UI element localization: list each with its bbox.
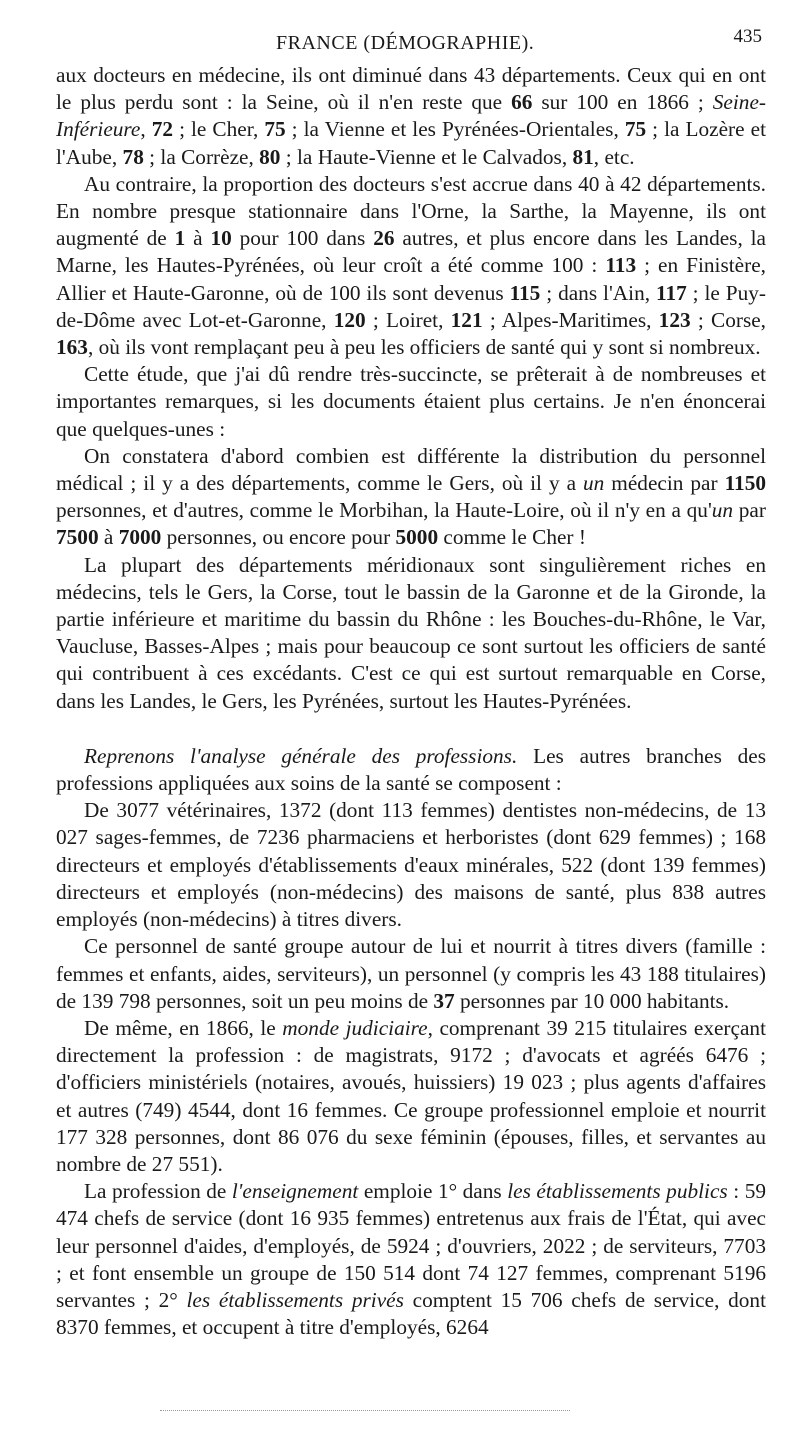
text-run: ; Corse, [690,307,767,332]
text-run: , où ils vont remplaçant peu à peu les officiers de santé qui y sont si nombreux. [87,335,761,360]
text-run: à [185,226,211,251]
text-run: ; la Corrèze, [143,144,260,169]
paragraph [56,1178,766,1341]
paragraph [56,361,766,443]
text-run: sur 100 en 1866 ; [532,90,713,115]
italic-text: un [583,471,605,496]
italic-text: les établissements publics [507,1179,728,1204]
text-run: Cette étude, que j'ai dû rendre très-succincte, se prêterait à de nombreuses et importantes remarques, si les documents étaient plus certains. Je n'en énoncerai que quelques-unes : [56,362,766,441]
text-run: De même, en 1866, le [84,1015,283,1040]
text-run: pour 100 dans [231,226,374,251]
text-run: , [140,117,152,142]
text-run: emploie 1° dans [358,1179,508,1204]
text-run: autres, et plus encore dans les Landes, la Marne, les Hautes-Pyrénées, où leur croît a été comme 100 : [56,226,767,278]
bold-figure: 75 [264,117,286,142]
text-run: , etc. [593,144,635,169]
text-run: personnes, et d'autres, comme le Morbihan, la Haute-Loire, où il n'y en a qu' [56,498,712,523]
bold-figure: 37 [433,988,455,1013]
page-header [56,22,766,62]
text-run: De 3077 vétérinaires, 1372 (dont 113 femmes) dentistes non-médecins, de 13 027 sages-femmes, de 7236 pharmaciens et herboristes (dont 629 femmes) ; 168 directeurs et employés d'établissements d'eaux minérales, 522 (dont 139 femmes) directeurs et employés (non-médecins) des maisons de santé, plus 838 autres employés (non-médecins) à titres divers. [56,798,766,932]
text-run: On constatera d'abord combien est différente la distribution du personnel médical ; il y a des départements, comme le Gers, où il y a [56,443,766,496]
bold-figure: 163 [56,335,88,360]
italic-text: Reprenons l'analyse générale des professions. [84,743,518,768]
bold-figure: 72 [151,117,174,142]
footer-rule [160,1410,570,1411]
text-run: Ce personnel de santé groupe autour de lui et nourrit à titres divers (famille : femmes et enfants, aides, serviteurs), un personnel (y compris les 43 188 titulaires) de 139 798 personnes, soit un peu moins de [56,934,766,1013]
bold-figure: 7000 [118,525,162,550]
bold-figure: 80 [259,144,281,169]
text-run: par [733,498,766,523]
italic-text: Seine-Inférieure [56,90,766,142]
bold-figure: 66 [511,90,533,115]
bold-figure: 120 [333,307,366,332]
text-run: ; Alpes-Maritimes, [482,307,659,332]
section-gap [56,715,766,743]
running-head: FRANCE (DÉMOGRAPHIE). [276,32,535,54]
text-run: ; le Cher, [173,117,265,142]
bold-figure: 121 [450,307,483,332]
italic-text: un [711,498,734,523]
text-run: à [98,525,119,550]
text-run: comme le Cher ! [438,525,586,550]
bold-figure: 113 [605,253,637,278]
paragraph [56,797,766,933]
text-run: Au contraire, la proportion des docteurs s'est accrue dans 40 à 42 départements. En nombre presque stationnaire dans l'Orne, la Sarthe, la Mayenne, ils ont augmenté de [56,171,766,251]
text-run: ; dans l'Ain, [540,280,656,305]
text-run: ; la Lozère et l'Aube, [56,117,767,169]
text-run: personnes, ou encore pour [161,525,396,550]
paragraph [56,552,766,715]
text-run: Les autres branches des professions appliquées aux soins de la santé se composent : [56,743,766,796]
bold-figure: 78 [122,144,144,169]
text-run: personnes par 10 000 habitants. [454,988,730,1013]
bold-figure: 7500 [56,525,99,550]
paragraph [56,62,766,171]
paragraph [56,443,766,552]
paragraph [56,933,766,1015]
text-run: ; en Finistère, Allier et Haute-Garonne, où de 100 ils sont devenus [56,253,766,305]
bold-figure: 1150 [724,471,766,496]
text-run: : 59 474 chefs de service (dont 16 935 femmes) entretenus aux frais de l'État, qui avec leur personnel d'aides, d'employés, de 5924 ; d'ouvriers, 2022 ; de serviteurs, 7703 ; et font ensemble un groupe de 150 514 dont 74 127 femmes, comprenant 5196 servantes ; 2° [56,1179,766,1312]
text-run: médecin par [604,471,725,496]
paragraph [56,743,766,797]
text-run: ; la Vienne et les Pyrénées-Orientales, [285,117,625,142]
italic-text: les établissements privés [186,1287,404,1312]
text-run: ; la Haute-Vienne et le Calvados, [280,144,573,169]
text-run: , comprenant 39 215 titulaires exerçant directement la profession : de magistrats, 9172 ; d'avocats et agréés 6476 ; d'officiers ministériels (notaires, avoués, huissiers) 19 023 ; plus agents d'affaires et autres (749) 4544, dont 16 femmes. Ce groupe professionnel emploie et nourrit 177 328 personnes, dont 86 076 du sexe féminin (épouses, filles, et servantes au nombre de 27 551). [56,1015,766,1176]
bold-figure: 5000 [395,525,439,550]
text-run: comptent 15 706 chefs de service, dont 8370 femmes, et occupent à titre d'employés, 6264 [56,1287,766,1340]
italic-text: monde judiciaire [282,1015,428,1040]
text-run: La profession de [84,1179,232,1204]
text-run: ; Loiret, [365,307,451,332]
bold-figure: 10 [210,226,232,251]
text-run: ; le Puy-de-Dôme avec Lot-et-Garonne, [56,280,766,332]
bold-figure: 26 [373,226,395,251]
bold-figure: 1 [174,226,186,251]
bold-figure: 81 [572,144,594,169]
body-text [56,62,766,1341]
bold-figure: 115 [509,280,541,305]
bold-figure: 75 [624,117,647,142]
paragraph [56,1015,766,1178]
text-run: aux docteurs en médecine, ils ont diminué dans 43 départements. Ceux qui en ont le plus perdu sont : la Seine, où il n'en reste que [56,63,766,115]
italic-text: l'enseignement [231,1179,359,1204]
bold-figure: 117 [655,280,687,305]
page [56,22,766,1341]
paragraph [56,171,766,361]
page-number: 435 [733,26,762,47]
bold-figure: 123 [658,307,691,332]
text-run: La plupart des départements méridionaux sont singulièrement riches en médecins, tels le Gers, la Corse, tout le bassin de la Garonne et de la Gironde, la partie inférieure et maritime du bassin du Rhône : les Bouches-du-Rhône, le Var, Vaucluse, Basses-Alpes ; mais pour beaucoup ce sont surtout les officiers de santé qui contribuent à ces excédants. C'est ce qui est surtout remarquable en Corse, dans les Landes, le Gers, les Pyrénées, surtout les Hautes-Pyrénées. [56,552,766,713]
